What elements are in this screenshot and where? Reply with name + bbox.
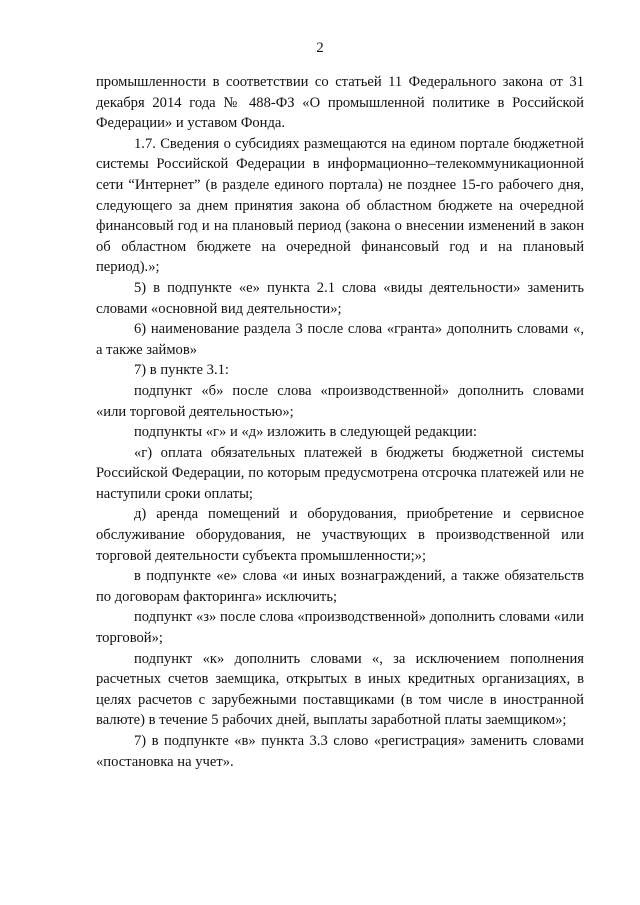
document-body <box>96 72 584 772</box>
paragraph-1-7: 1.7. Сведения о субсидиях размещаются на едином портале бюджетной системы Российской Федерации в информационно–телекоммуникационной сети “Интернет” (в разделе единого портала) не позднее 15-го рабочего дня, следующего за днем принятия закона об областном бюджете на очередной финансовый год и на плановый период (закона о внесении изменений в закон об областном бюджете на очередной финансовый год и на плановый период).»; <box>96 135 584 276</box>
paragraph-item-7: 7) в пункте 3.1: <box>134 362 229 379</box>
paragraph-item-6: 6) наименование раздела 3 после слова «гранта» дополнить словами «, а также займов» <box>96 321 584 358</box>
paragraph-item-5: 5) в подпункте «е» пункта 2.1 слова «виды деятельности» заменить словами «основной вид деятельности»; <box>96 279 584 317</box>
paragraph-continuation: промышленности в соответствии со статьей 11 Федерального закона от 31 декабря 2014 года № 488-ФЗ «О промышленной политике в Российской Федерации» и уставом Фонда. <box>96 74 584 132</box>
paragraph-subitem-z: подпункт «з» после слова «производственной» дополнить словами «или торговой»; <box>96 609 584 647</box>
paragraph-subitems-g-d: подпункты «г» и «д» изложить в следующей редакции: <box>134 424 477 441</box>
paragraph-subitem-e: в подпункте «е» слова «и иных вознаграждений, а также обязательств по договорам факторинга» исключить; <box>96 568 584 605</box>
page-number: 2 <box>316 40 324 56</box>
paragraph-item-7-3-3: 7) в подпункте «в» пункта 3.3 слово «регистрация» заменить словами «постановка на учет». <box>96 733 584 770</box>
paragraph-subitem-k: подпункт «к» дополнить словами «, за исключением пополнения расчетных счетов заемщика, открытых в иных кредитных организациях, в целях расчетов с зарубежными поставщиками (в том числе в иностранной валюте) в течение 5 рабочих дней, выплаты заработной платы заемщиком»; <box>96 650 584 729</box>
paragraph-subitem-d-text: д) аренда помещений и оборудования, приобретение и сервисное обслуживание оборудования, не участвующих в производственной или торговой деятельности субъекта промышленности;»; <box>96 506 584 564</box>
paragraph-subitem-g-text: «г) оплата обязательных платежей в бюджеты бюджетной системы Российской Федерации, по которым предусмотрена отсрочка платежей или не наступили сроки оплаты; <box>96 444 584 502</box>
paragraph-subitem-b: подпункт «б» после слова «производственной» дополнить словами «или торговой деятельностью»; <box>96 382 584 420</box>
